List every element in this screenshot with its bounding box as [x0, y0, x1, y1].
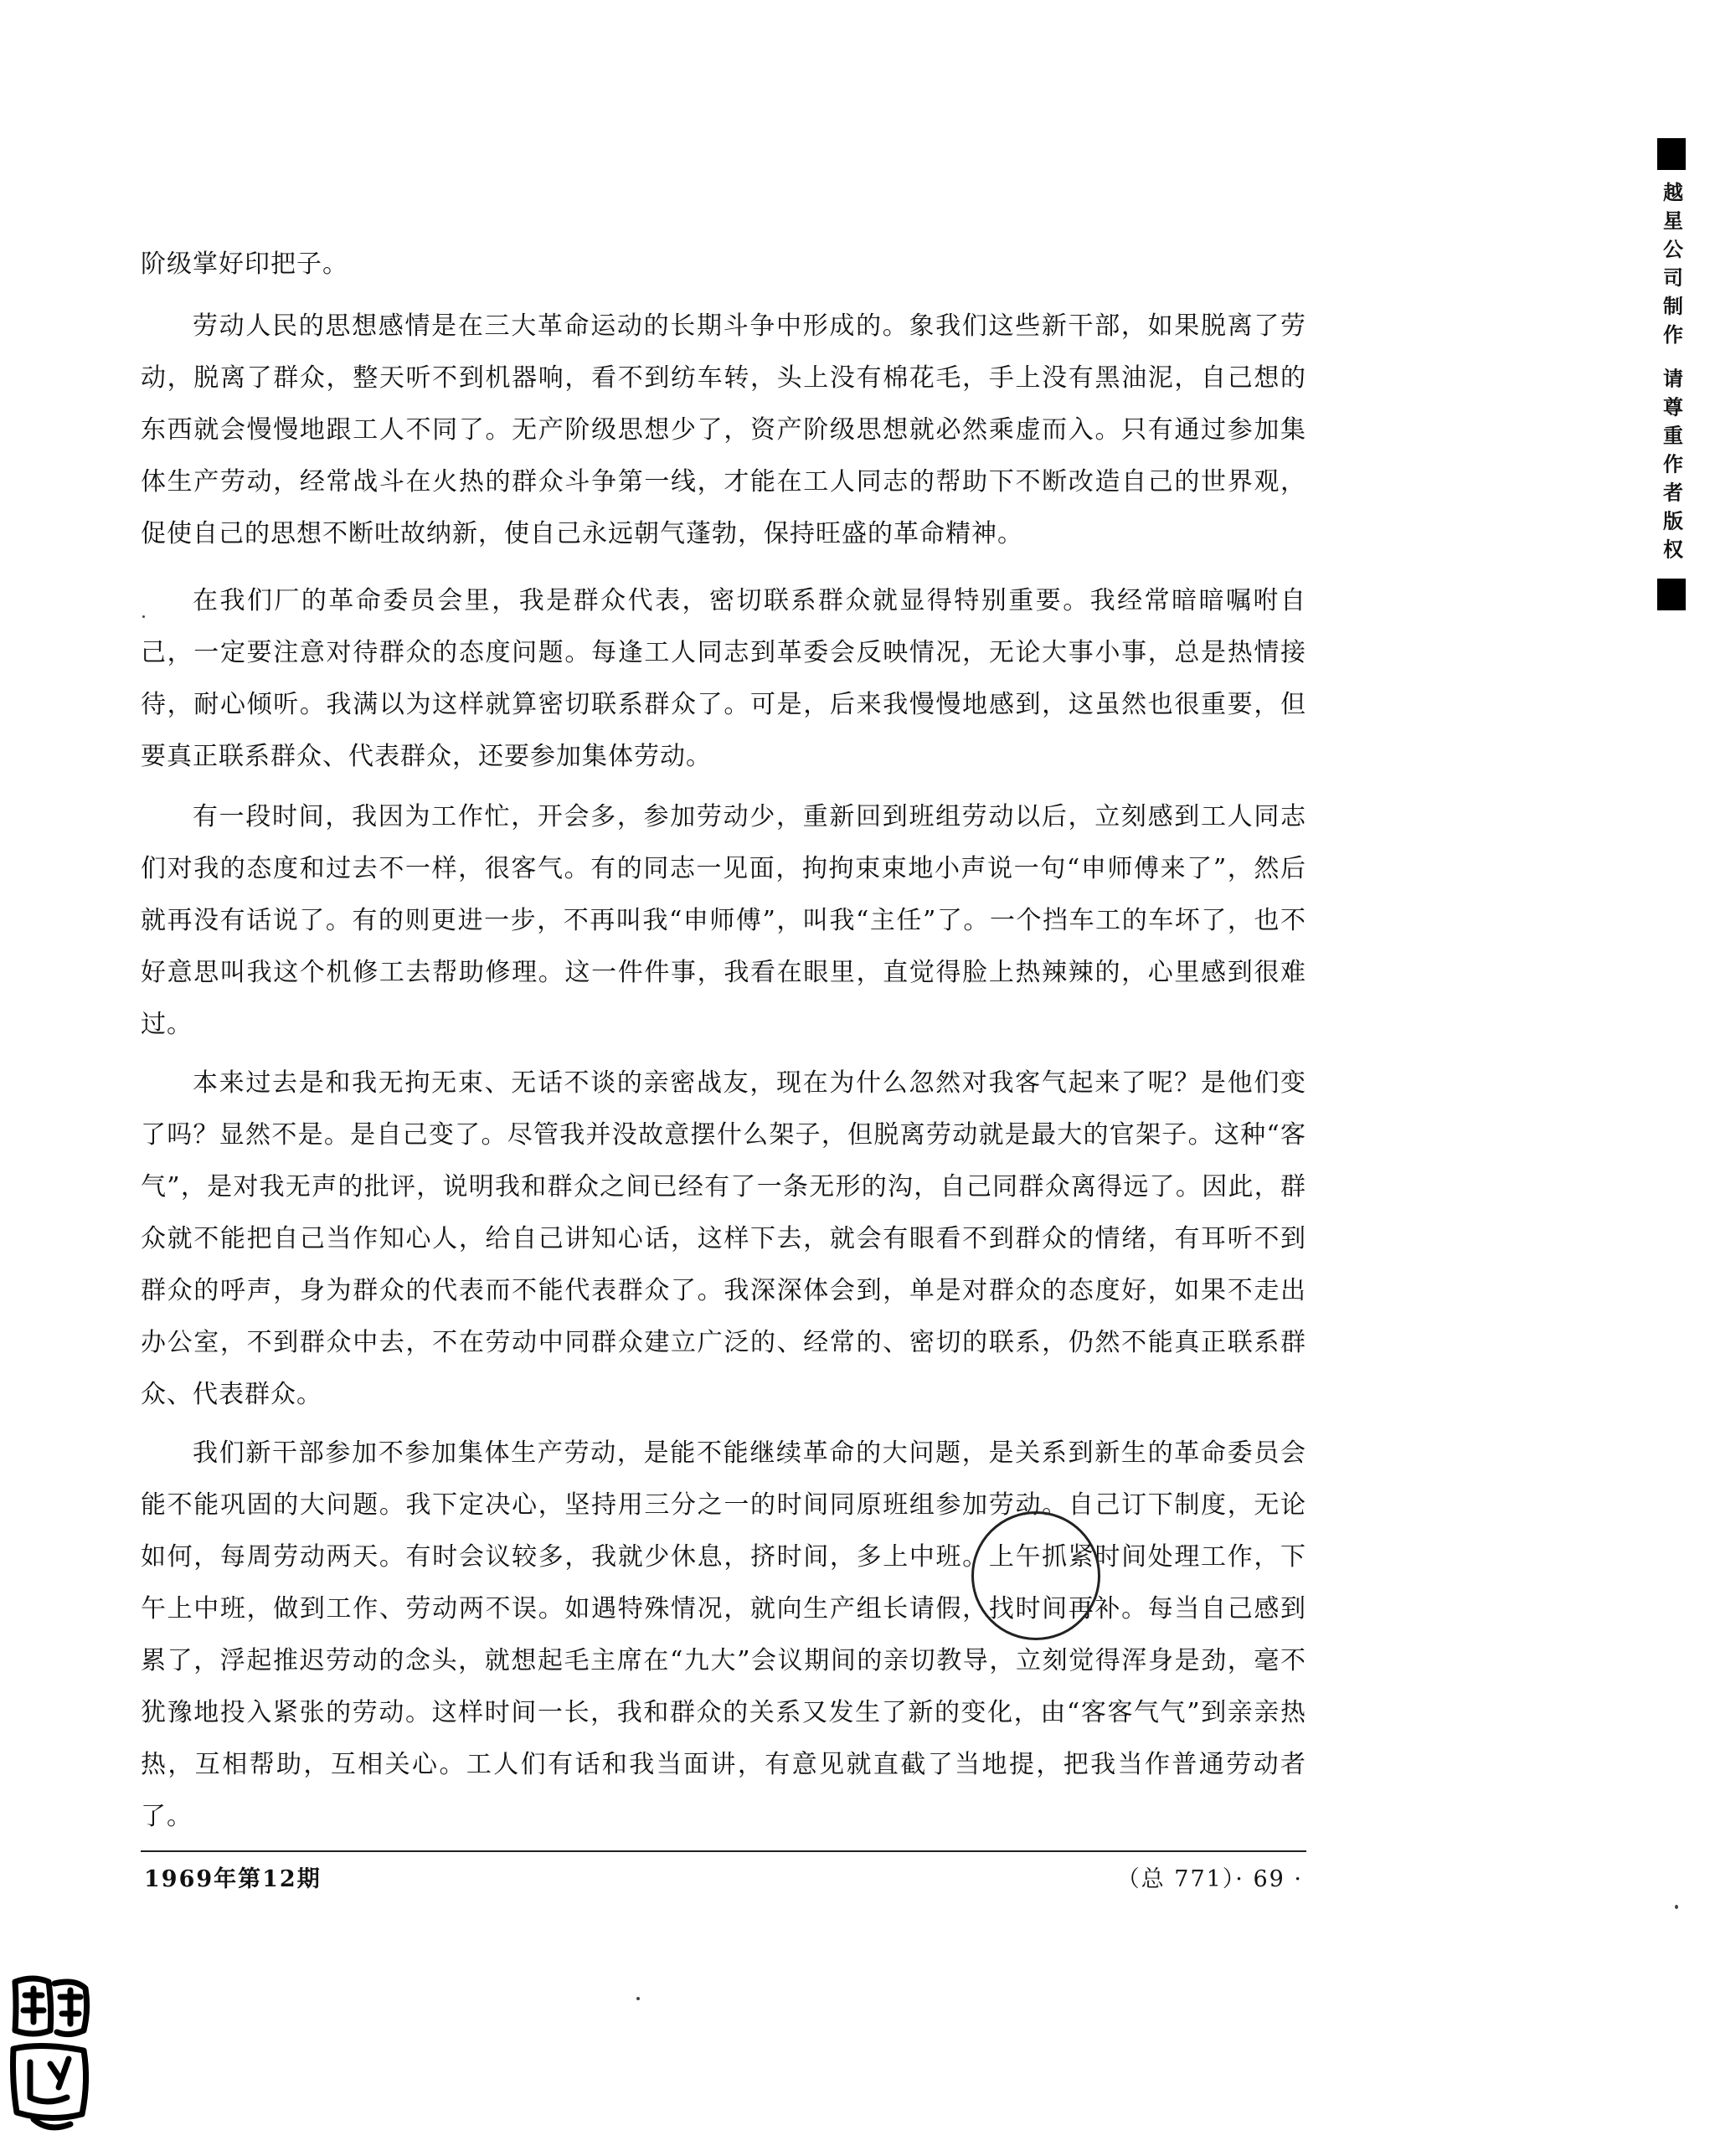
circle-mark: [971, 1511, 1100, 1640]
paragraph-5: 我们新干部参加不参加集体生产劳动，是能不能继续革命的大问题，是关系到新生的革命委员会能不能巩固的大问题。我下定决心，坚持用三分之一的时间同原班组参加劳动。自己订下制度，无论如何，每周劳动两天。有时会议较多，我就少休息，挤时间，多上中班。上午抓紧时间处理工作，下午上中班，做到工作、劳动两不误。如遇特殊情况，就向生产组长请假，找时间再补。每当自己感到累了，浮起推迟劳动的念头，就想起毛主席在“九大”会议期间的亲切教导，立刻觉得浑身是劲，毫不犹豫地投入紧张的劳动。这样时间一长，我和群众的关系又发生了新的变化，由“客客气气”到亲亲热热，互相帮助，互相关心。工人们有话和我当面讲，有意见就直截了当地提，把我当作普通劳动者了。: [141, 1438, 1306, 1831]
copyright-side-notice: [1651, 138, 1692, 610]
speck-2: [1675, 1905, 1678, 1909]
footer-divider: [141, 1850, 1306, 1852]
article-body: [141, 239, 1306, 1843]
side-notice-top-bar: [1657, 138, 1686, 170]
paragraph-2: 在我们厂的革命委员会里，我是群众代表，密切联系群众就显得特别重要。我经常暗暗嘱咐自己，一定要注意对待群众的态度问题。每逢工人同志到革委会反映情况，无论大事小事，总是热情接待，耐心倾听。我满以为这样就算密切联系群众了。可是，后来我慢慢地感到，这虽然也很重要，但要真正联系群众、代表群众，还要参加集体劳动。: [141, 586, 1306, 771]
paragraph-1: 劳动人民的思想感情是在三大革命运动的长期斗争中形成的。象我们这些新干部，如果脱离了劳动，脱离了群众，整天听不到机器响，看不到纺车转，头上没有棉花毛，手上没有黑油泥，自己想的东西就会慢慢地跟工人不同了。无产阶级思想少了，资产阶级思想就必然乘虚而入。只有通过参加集体生产劳动，经常战斗在火热的群众斗争第一线，才能在工人同志的帮助下不断改造自己的世界观，促使自己的思想不断吐故纳新，使自己永远朝气蓬勃，保持旺盛的革命精神。: [141, 311, 1306, 548]
library-seal-logo: [8, 1972, 92, 2139]
footer-page-number: （总 771）· 69 ·: [1116, 1866, 1303, 1892]
footer-issue: 1969年第12期: [144, 1866, 322, 1892]
paragraph-3: 有一段时间，我因为工作忙，开会多，参加劳动少，重新回到班组劳动以后，立刻感到工人同志们对我的态度和过去不一样，很客气。有的同志一见面，拘拘束束地小声说一句“申师傅来了”，然后就再没有话说了。有的则更进一步，不再叫我“申师傅”，叫我“主任”了。一个挡车工的车坏了，也不好意思叫我这个机修工去帮助修理。这一件件事，我看在眼里，直觉得脸上热辣辣的，心里感到很难过。: [141, 802, 1306, 1039]
side-notice-bottom-bar: [1657, 579, 1686, 610]
paragraph-4: 本来过去是和我无拘无束、无话不谈的亲密战友，现在为什么忽然对我客气起来了呢？是他们变了吗？显然不是。是自己变了。尽管我并没故意摆什么架子，但脱离劳动就是最大的官架子。这种“客气”，是对我无声的批评，说明我和群众之间已经有了一条无形的沟，自己同群众离得远了。因此，群众就不能把自己当作知心人，给自己讲知心话，这样下去，就会有眼看不到群众的情绪，有耳听不到群众的呼声，身为群众的代表而不能代表群众了。我深深体会到，单是对群众的态度好，如果不走出办公室，不到群众中去，不在劳动中同群众建立广泛的、经常的、密切的联系，仍然不能真正联系群众、代表群众。: [141, 1068, 1306, 1409]
side-notice-text: 越星公司制作 请尊重作者版权: [1659, 182, 1683, 568]
article-continuation-line: 阶级掌好印把子。: [141, 250, 348, 279]
speck-3: [142, 615, 145, 618]
speck-1: [636, 1997, 640, 2000]
